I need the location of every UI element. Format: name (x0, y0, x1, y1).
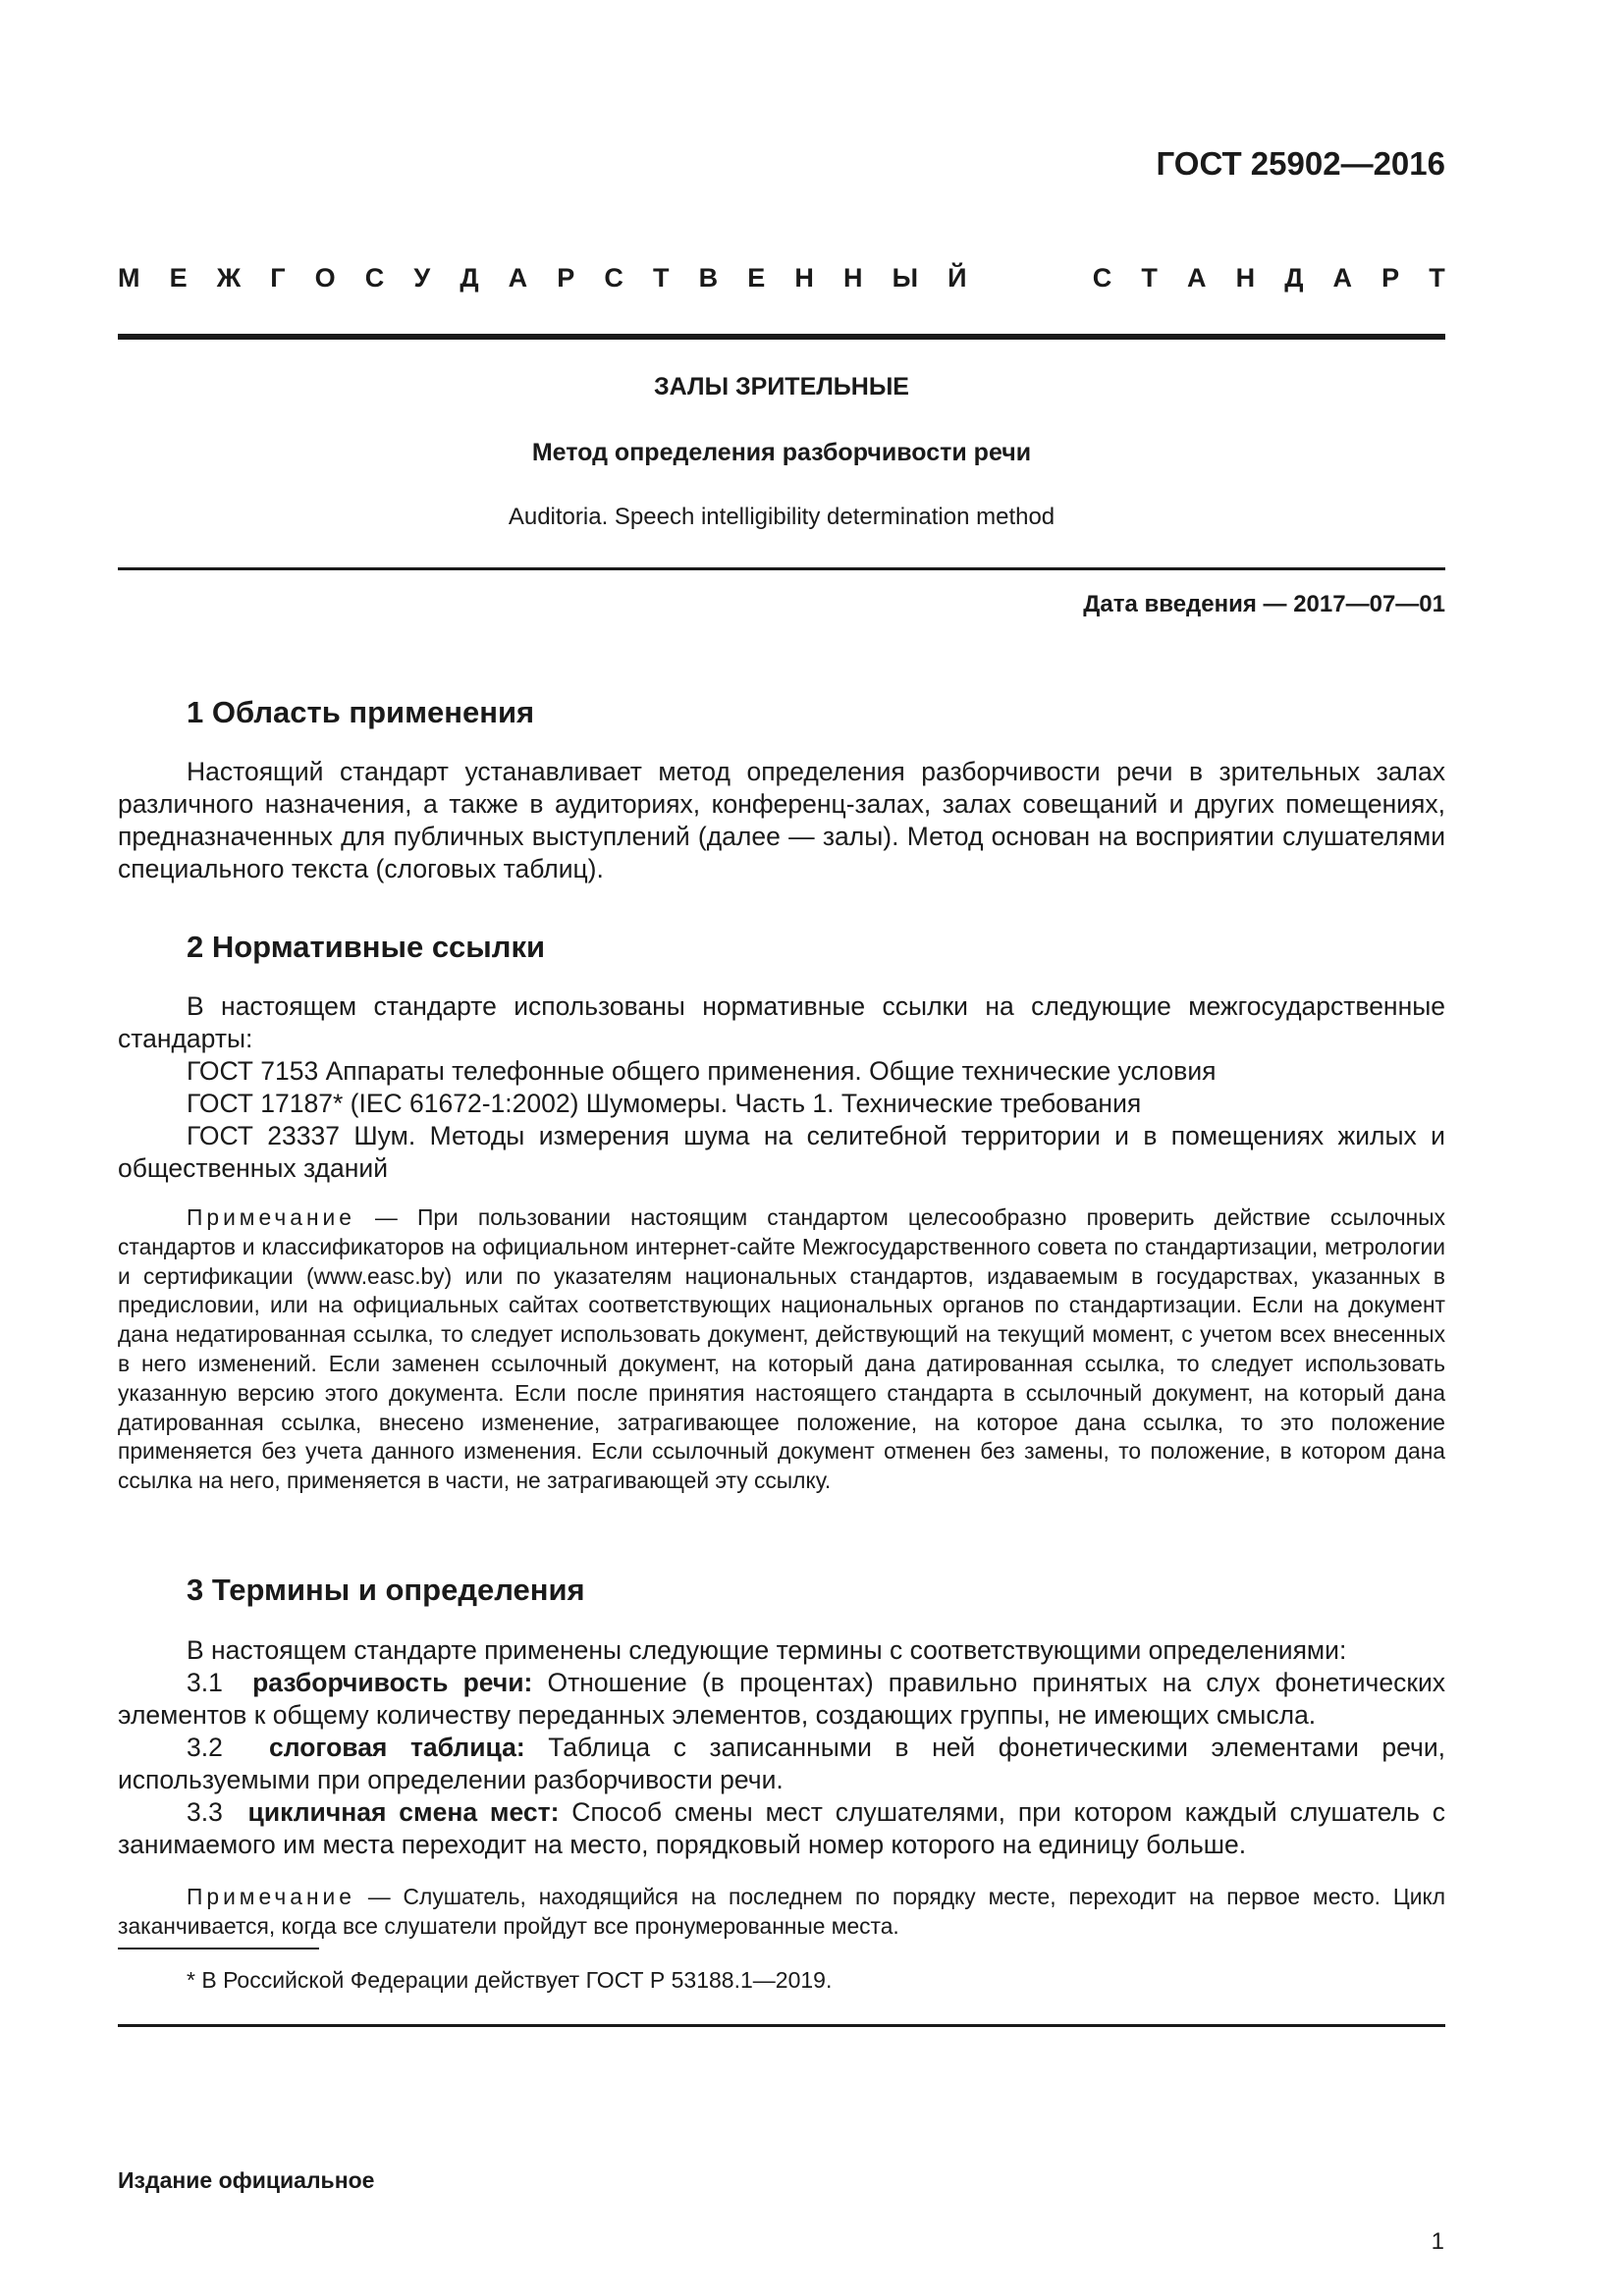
section-3-heading: 3 Термины и определения (187, 1573, 585, 1607)
banner-letter: Т (1141, 263, 1158, 293)
banner-letter: В (698, 263, 719, 293)
note-text: — Слушатель, находящийся на последнем по порядку месте, переходит на первое место. Цикл заканчивается, когда все слушатели пройдут все пронумерованные места. (118, 1884, 1445, 1939)
note-label: Примечание (187, 1884, 355, 1909)
banner-letter: О (314, 263, 336, 293)
title-divider (118, 567, 1445, 570)
section-3-note (118, 1883, 1445, 1942)
banner-letter: Д (1284, 263, 1304, 293)
section-2-body (118, 990, 1445, 1185)
section-2-note (118, 1203, 1445, 1496)
banner-letter: Р (1381, 263, 1400, 293)
term-definition: 3.1 разборчивость речи: Отношение (в процентах) правильно принятых на слух фонетических элементов к общему количеству переданных элементов, создающих группы, не имеющих смысла. (118, 1668, 1446, 1730)
page-number: 1 (1431, 2228, 1444, 2255)
banner-letter: Й (947, 263, 967, 293)
term-name: слоговая таблица: (268, 1733, 525, 1762)
section-1-body (118, 756, 1445, 885)
standard-title: ЗАЛЫ ЗРИТЕЛЬНЫЕ (654, 373, 909, 400)
banner-letter: Т (1429, 263, 1445, 293)
section-2-heading: 2 Нормативные ссылки (187, 930, 546, 964)
banner-letter: А (1332, 263, 1353, 293)
banner-letter: Ж (216, 263, 242, 293)
introduction-date: Дата введения — 2017—07—01 (1083, 591, 1445, 617)
note-text: — При пользовании настоящим стандартом целесообразно проверить действие ссылочных стандартов и классификаторов на официальном интернет-сайте Межгосударственного совета по стандартизации, метрологии и сертификации (www.easc.by) или по указателям национальных стандартов, издаваемым в государствах, указанных в предисловии, или на официальных сайтах соответствующих национальных органов по стандартизации. Если на документ дана недатированная ссылка, то следует использовать документ, действующий на текущий момент, с учетом всех внесенных в него изменений. Если заменен ссылочный документ, на который дана датированная ссылка, то следует использовать указанную версию этого документа. Если после принятия настоящего стандарта в ссылочный документ, на который дана датированная ссылка, внесено изменение, затрагивающее положение, на которое дана ссылка, то это положение применяется без учета данного изменения. Если ссылочный документ отменен без замены, то положение, в котором дана ссылка на него, применяется в части, не затрагивающей эту ссылку. (118, 1204, 1445, 1494)
banner-letter: Г (270, 263, 286, 293)
section-2-intro: В настоящем стандарте использованы нормативные ссылки на следующие межгосударственные стандарты: (118, 991, 1445, 1053)
interstate-standard-banner (118, 263, 1445, 294)
banner-letter: Н (842, 263, 863, 293)
section-1-paragraph: Настоящий стандарт устанавливает метод определения разборчивости речи в зрительных залах различного назначения, а также в аудиториях, конференц-залах, залах совещаний и других помещениях, предназначенных для публичных выступлений (далее — залы). Метод основан на восприятии слушателями специального текста (слоговых таблиц). (118, 757, 1445, 883)
banner-letter: С (604, 263, 623, 293)
banner-letter: Ы (892, 263, 919, 293)
note-label: Примечание (187, 1204, 355, 1230)
normative-reference: ГОСТ 23337 Шум. Методы измерения шума на селитебной территории и в помещениях жилых и общественных зданий (118, 1121, 1445, 1183)
normative-reference: ГОСТ 17187* (IEC 61672-1:2002) Шумомеры. Часть 1. Технические требования (187, 1089, 1142, 1118)
banner-letter: С (1092, 263, 1112, 293)
normative-reference: ГОСТ 7153 Аппараты телефонные общего применения. Общие технические условия (187, 1056, 1217, 1086)
banner-letter: Н (794, 263, 814, 293)
term-name: цикличная смена мест: (247, 1797, 560, 1827)
term-name: разборчивость речи: (252, 1668, 533, 1697)
footnote-divider (118, 1948, 319, 1949)
banner-letter: Р (557, 263, 575, 293)
document-number: ГОСТ 25902—2016 (1156, 145, 1445, 182)
official-edition-label: Издание официальное (118, 2167, 375, 2193)
banner-letter: С (364, 263, 385, 293)
banner-letter: Т (653, 263, 670, 293)
banner-letter: Н (1235, 263, 1256, 293)
section-3-intro: В настоящем стандарте применены следующие термины с соответствующими определениями: (187, 1635, 1347, 1665)
term-definition: 3.2 слоговая таблица: Таблица с записанными в ней фонетическими элементами речи, используемыми при определении разборчивости речи. (118, 1733, 1445, 1794)
footer-divider (118, 2024, 1445, 2027)
english-title: Auditoria. Speech intelligibility determination method (508, 504, 1056, 530)
banner-letter: Д (460, 263, 479, 293)
banner-letter: М (118, 263, 140, 293)
banner-letter: Е (747, 263, 766, 293)
banner-letter: А (1186, 263, 1207, 293)
banner-letter: У (413, 263, 431, 293)
standard-subtitle: Метод определения разборчивости речи (531, 439, 1032, 466)
footnote: * В Российской Федерации действует ГОСТ Р 53188.1—2019. (187, 1967, 833, 1993)
banner-letter: Е (169, 263, 188, 293)
header-divider (118, 334, 1445, 340)
section-1-heading: 1 Область применения (187, 695, 535, 729)
banner-word-gap (997, 263, 1063, 294)
section-3-body (118, 1634, 1445, 1861)
term-definition: 3.3 цикличная смена мест: Способ смены мест слушателями, при котором каждый слушатель с занимаемого им места переходит на место, порядковый номер которого на единицу больше. (118, 1797, 1445, 1859)
banner-letter: А (508, 263, 528, 293)
